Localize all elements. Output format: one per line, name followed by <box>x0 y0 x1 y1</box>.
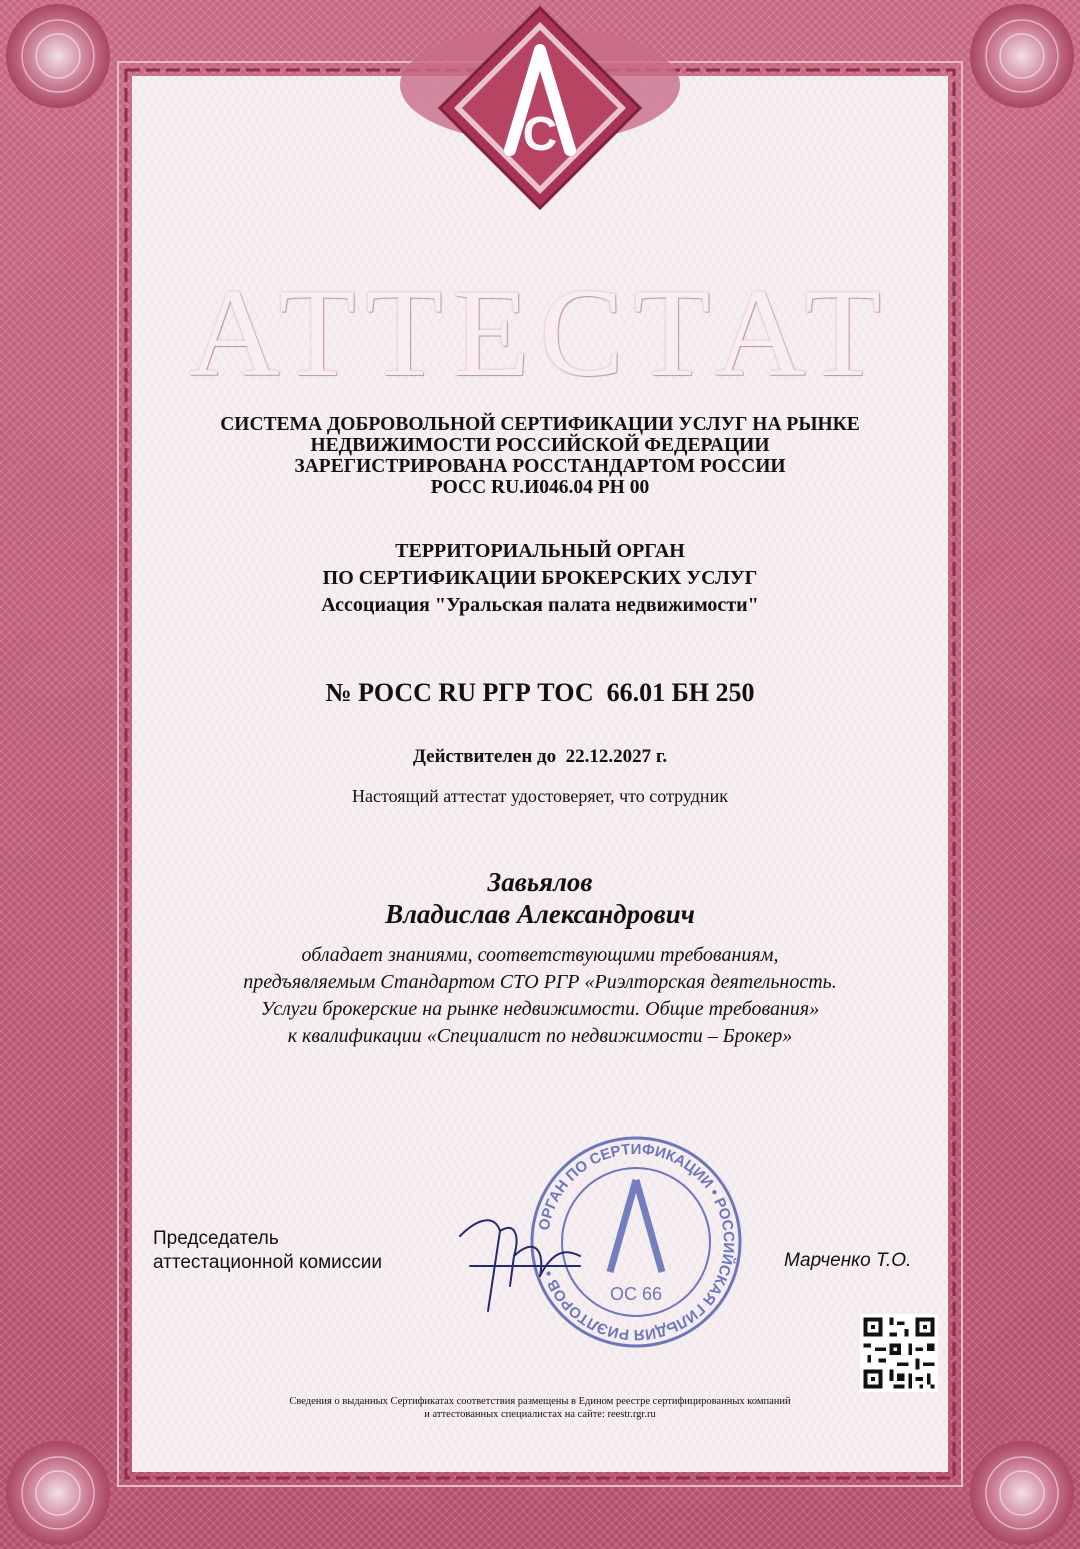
system-line: НЕДВИЖИМОСТИ РОССИЙСКОЙ ФЕДЕРАЦИИ <box>310 435 770 456</box>
signatory-name: Марченко Т.О. <box>784 1250 912 1271</box>
stamp-center-text: ОС 66 <box>609 1284 663 1304</box>
intro-text: Настоящий аттестат удостоверяет, что сотрудник <box>352 786 728 806</box>
person-name <box>0 866 1080 930</box>
qualification-line: обладает знаниями, соответствующими требованиям, <box>301 944 779 966</box>
qualification-line: предъявляемым Стандартом СТО РГР «Риэлторская деятельность. <box>243 971 837 993</box>
system-line: ЗАРЕГИСТРИРОВАНА РОССТАНДАРТОМ РОССИИ <box>294 456 786 477</box>
valid-until: Действителен до 22.12.2027 г. <box>412 746 668 767</box>
signature-role-line: Председатель <box>153 1228 279 1249</box>
qr-code-icon <box>860 1314 938 1392</box>
handwritten-signature <box>440 1196 590 1321</box>
corner-rosette-icon <box>970 1441 1074 1545</box>
certificate-number: № РОСС RU РГР ТОС 66.01 БН 250 <box>325 678 755 707</box>
footer-line: и аттестованных специалистах на сайте: reestr.rgr.ru <box>424 1409 656 1420</box>
person-given-name: Владислав Александрович <box>385 899 695 929</box>
qualification-text <box>0 942 1080 1050</box>
person-surname: Завьялов <box>487 867 593 897</box>
certification-body-block <box>0 538 1080 619</box>
registry-footer <box>0 1395 1080 1421</box>
corner-rosette-icon <box>970 4 1074 108</box>
corner-rosette-icon <box>6 1441 110 1545</box>
system-line: РОСС RU.И046.04 РН 00 <box>430 477 650 498</box>
body-line: ПО СЕРТИФИКАЦИИ БРОКЕРСКИХ УСЛУГ <box>322 567 758 589</box>
footer-line: Сведения о выданных Сертификатах соответствия размещены в Едином реестре сертифицированных компаний <box>289 1396 791 1407</box>
system-line: СИСТЕМА ДОБРОВОЛЬНОЙ СЕРТИФИКАЦИИ УСЛУГ НА РЫНКЕ <box>220 414 860 435</box>
stamp-ring-text: ОРГАН ПО СЕРТИФИКАЦИИ • РОССИЙСКАЯ ГИЛЬДИЯ РИЭЛТОРОВ • <box>535 1140 738 1344</box>
ac-logo-icon <box>400 0 680 215</box>
body-line: Ассоциация "Уральская палата недвижимости" <box>321 594 759 616</box>
qualification-line: Услуги брокерские на рынке недвижимости. Общие требования» <box>260 998 820 1020</box>
body-line: ТЕРРИТОРИАЛЬНЫЙ ОРГАН <box>395 540 685 562</box>
watermark-title: АТТЕСТАТ <box>188 264 892 403</box>
corner-rosette-icon <box>6 4 110 108</box>
svg-text:С: С <box>522 108 558 161</box>
signature-role <box>153 1227 382 1275</box>
signature-role-line: аттестационной комиссии <box>153 1252 382 1273</box>
certification-system-block <box>0 414 1080 498</box>
qualification-line: к квалификации «Специалист по недвижимости – Брокер» <box>287 1025 793 1047</box>
